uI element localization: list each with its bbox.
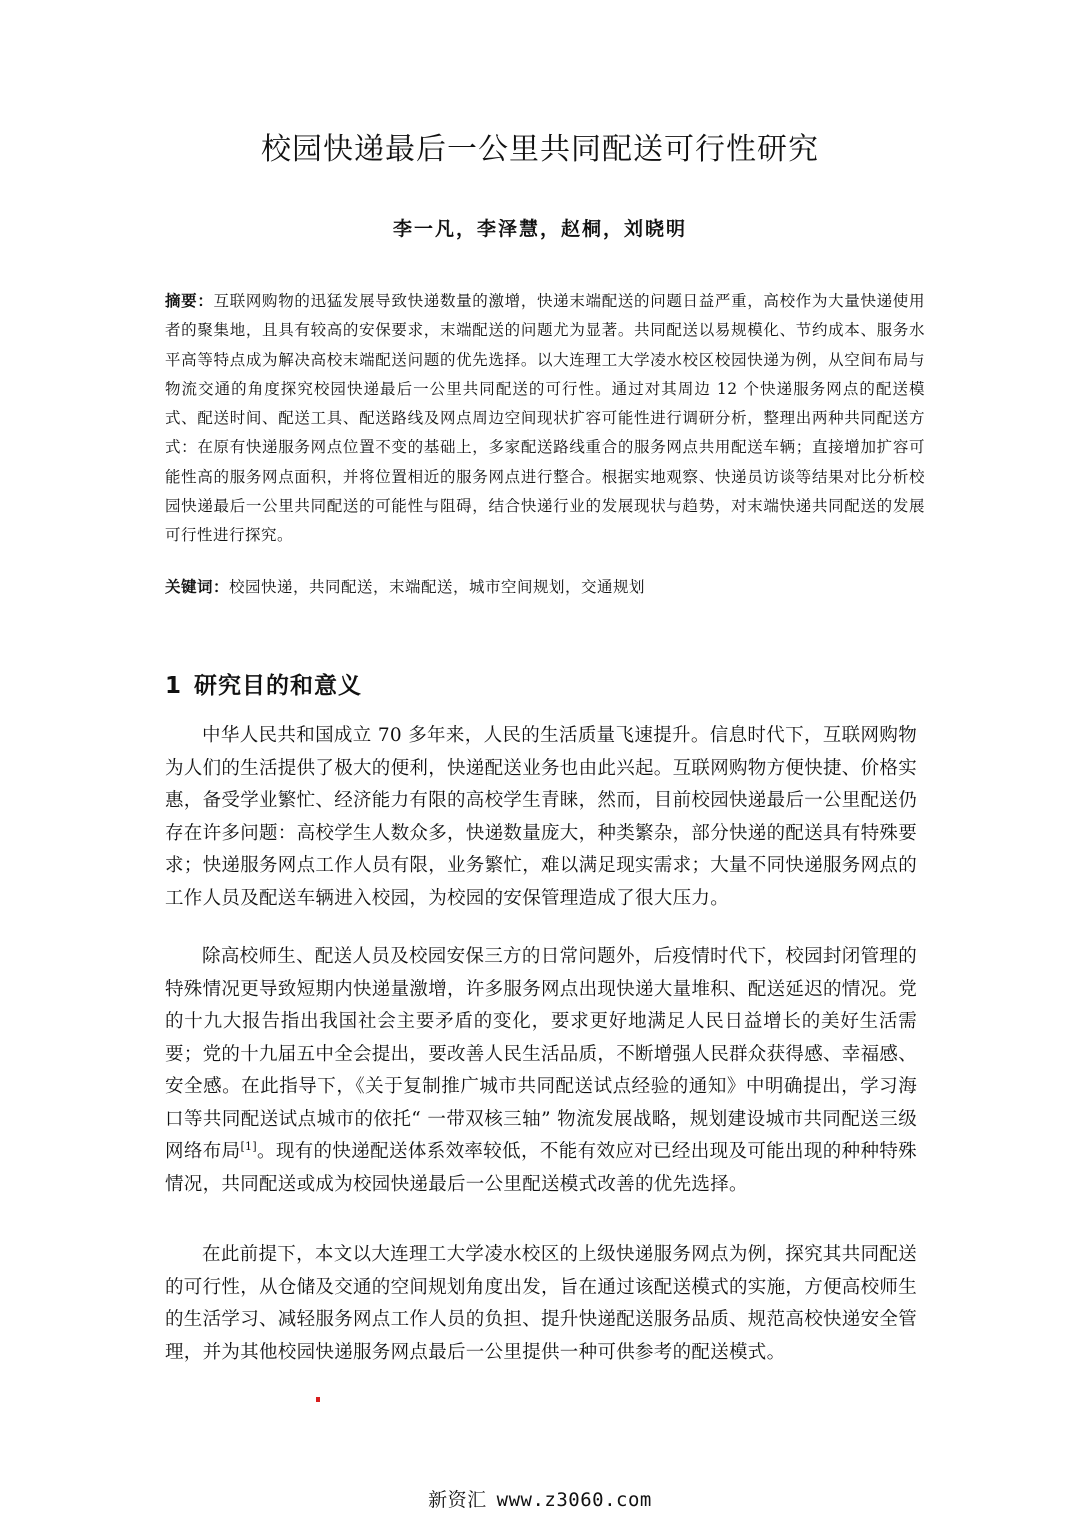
paragraph-2-text-b: 。现有的快递配送体系效率较低，不能有效应对已经出现及可能出现的种种特殊情况，共同配送或成为校园快递最后一公里配送模式改善的优先选择。 (165, 1141, 917, 1195)
watermark-footer (0, 1486, 1080, 1514)
abstract-text: 互联网购物的迅猛发展导致快递数量的激增，快递末端配送的问题日益严重，高校作为大量快递使用者的聚集地，且具有较高的安保要求，末端配送的问题尤为显著。共同配送以易规模化、节约成本、服务水平高等特点成为解决高校末端配送问题的优先选择。以大连理工大学凌水校区校园快递为例，从空间布局与物流交通的角度探究校园快递最后一公里共同配送的可行性。通过对其周边 12 个快递服务网点的配送模式、配送时间、配送工具、配送路线及网点周边空间现状扩容可能性进行调研分析，整理出两种共同配送方式：在原有快递服务网点位置不变的基础上，多家配送路线重合的服务网点共用配送车辆；直接增加扩容可能性高的服务网点面积，并将位置相近的服务网点进行整合。根据实地观察、快递员访谈等结果对比分析校园快递最后一公里共同配送的可能性与阻碍，结合快递行业的发展现状与趋势，对末端快递共同配送的发展可行性进行探究。 (165, 292, 925, 545)
footer-brand: 新资汇 (428, 1489, 487, 1511)
abstract (165, 286, 925, 551)
section-title: 研究目的和意义 (194, 673, 363, 699)
keywords-text: 校园快递，共同配送，末端配送，城市空间规划，交通规划 (229, 578, 646, 596)
keywords (165, 572, 925, 602)
section-number: 1 (165, 673, 183, 699)
keywords-label: 关键词： (165, 577, 230, 596)
red-mark (316, 1397, 320, 1402)
section-heading (165, 668, 362, 704)
abstract-label: 摘要： (165, 291, 214, 310)
paragraph-2-text-a: 除高校师生、配送人员及校园安保三方的日常问题外，后疫情时代下，校园封闭管理的特殊情况更导致短期内快递量激增，许多服务网点出现快递大量堆积、配送延迟的情况。党的十九大报告指出我国社会主要矛盾的变化，要求更好地满足人民日益增长的美好生活需要；党的十九届五中全会提出，要改善人民生活品质，不断增强人民群众获得感、幸福感、安全感。在此指导下，《关于复制推广城市共同配送试点经验的通知》中明确提出，学习海口等共同配送试点城市的依托“ 一带双核三轴” 物流发展战略，规划建设城市共同配送三级网络布局 (165, 946, 918, 1162)
paragraph-2 (165, 941, 917, 1201)
paragraph-1: 中华人民共和国成立 70 多年来，人民的生活质量飞速提升。信息时代下，互联网购物为人们的生活提供了极大的便利，快递配送业务也由此兴起。互联网购物方便快捷、价格实惠，备受学业繁忙、经济能力有限的高校学生青睐，然而，目前校园快递最后一公里配送仍存在许多问题：高校学生人数众多，快递数量庞大，种类繁杂，部分快递的配送具有特殊要求；快递服务网点工作人员有限，业务繁忙，难以满足现实需求；大量不同快递服务网点的工作人员及配送车辆进入校园，为校园的安保管理造成了很大压力。 (165, 725, 918, 909)
author-list: 李一凡，李泽慧，赵桐，刘晓明 (392, 218, 687, 240)
footer-site: www.z3060.com (496, 1489, 652, 1511)
citation-marker: [1] (240, 1139, 257, 1153)
paragraph-3: 在此前提下，本文以大连理工大学凌水校区的上级快递服务网点为例，探究其共同配送的可行性，从仓储及交通的空间规划角度出发，旨在通过该配送模式的实施，方便高校师生的生活学习、减轻服务网点工作人员的负担、提升快递配送服务品质、规范高校快递安全管理，并为其他校园快递服务网点最后一公里提供一种可供参考的配送模式。 (165, 1244, 918, 1363)
paper-title: 校园快递最后一公里共同配送可行性研究 (261, 132, 819, 167)
